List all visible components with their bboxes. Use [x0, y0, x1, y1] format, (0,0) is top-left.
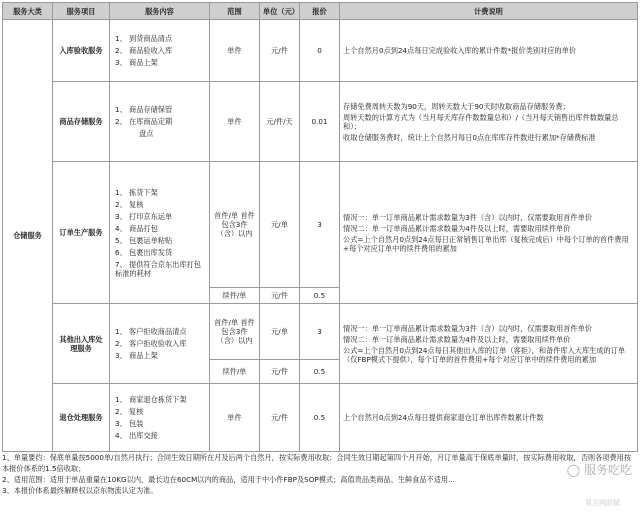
- scope-cell: 续件/单: [210, 360, 260, 384]
- price-cell: 0: [300, 20, 340, 82]
- content-item: 7、 提供符合京东出库打包标准的耗材: [115, 259, 201, 278]
- category-cell: 仓储服务: [3, 20, 53, 452]
- table-row: [3, 162, 638, 288]
- billing-line: 收取仓储服务费时，统计上个自然月每日0点在库库存件数进行累加*存储费标准: [343, 132, 596, 142]
- wechat-icon: ◯: [566, 463, 581, 477]
- content-item: 盘点: [139, 129, 154, 138]
- billing-line: 公式=上个自然月0点到24点每日正常销售订单出库（复核完成后）中每个订单的首件费用+每个对应订单中的续件费用的累加: [343, 234, 629, 253]
- billing-line: 周转天数的计算方式为（当月每天库存件数数量总和）/（当月每天销售出库件数数量总和）；: [343, 112, 619, 131]
- unit-cell: 元/单: [260, 162, 300, 288]
- content-item: 4、 出库交接: [115, 431, 158, 440]
- watermark-logo: [567, 461, 632, 478]
- scope-cell: 单件: [210, 82, 260, 162]
- footnote: 2、适用范围：适用于单品重量在10KG以内，最长边在60CM以内的商品，适用于中小件FBP及SOP模式；高值贵品类商品、生鲜食品不适用...: [2, 475, 455, 485]
- billing-line: 公式=上个自然月0点到24点每日其他出入库的订单（客拒），和备件库入大库生成的订单（仅FBP模式下提供），每个订单的首件费用+每个对应订单中的续件费用的累加: [343, 345, 626, 364]
- table-row: [3, 20, 638, 82]
- header-unit: 单位（元）: [260, 3, 300, 20]
- billing-note: [340, 82, 638, 162]
- unit-cell: 元/件: [260, 384, 300, 452]
- content-item: 6、 包裹出库发货: [115, 247, 173, 257]
- content-item: 4、 商品打包: [115, 223, 158, 233]
- table-row: [3, 82, 638, 162]
- watermark-text: 服务吃吃: [583, 463, 632, 477]
- footnotes: [2, 452, 633, 497]
- content-item: 1、 客户拒收商品清点: [115, 327, 187, 336]
- content-item: 3、 商品上架: [115, 351, 158, 360]
- billing-note: 上个自然月0点到24点每日完成验收入库的累计件数*报价类别对应的单价: [340, 20, 638, 82]
- footnote: 1、单量要约：保底单量按5000单/自然月执行；合同生效日期所在月及后两个自然月，按实际费用收取；合同生效日期起第四个月开始，月订单量高于保底单量时，按实际费用收取，否则各项费用按本报价体系的1.5倍收取；: [2, 453, 632, 474]
- service-name: 商品存储服务: [53, 82, 110, 162]
- content-item: 1、 商品存储保管: [115, 105, 173, 114]
- header-scope: 范围: [210, 3, 260, 20]
- service-content: [110, 384, 210, 452]
- content-item: 2、 复核: [115, 407, 144, 416]
- table-row: [3, 384, 638, 452]
- price-cell: 0.5: [300, 384, 340, 452]
- content-item: 3、 商品上架: [115, 58, 158, 67]
- service-content: [110, 304, 210, 384]
- content-item: 1、 拣货下架: [115, 187, 158, 197]
- price-cell: 0.01: [300, 82, 340, 162]
- billing-line: 情况二：单一订单商品累计需求数量为4件及以上时，需要取用续件单价: [343, 334, 571, 344]
- footnote: 3、本报价体系最终解释权以京东物流认定为准。: [2, 486, 158, 496]
- price-cell: 0.5: [300, 288, 340, 304]
- service-content: [110, 162, 210, 304]
- content-item: 1、 到货商品清点: [115, 34, 173, 43]
- service-name: 入库验收服务: [53, 20, 110, 82]
- billing-line: 存储免费周转天数为90天，周转天数大于90天时收取商品存储服务费；: [343, 101, 570, 111]
- header-billing-note: 计费说明: [340, 3, 638, 20]
- scope-cell: 首件/单 首件包含3件（含）以内: [210, 304, 260, 360]
- service-name: 订单生产服务: [53, 162, 110, 304]
- price-cell: 0.5: [300, 360, 340, 384]
- header-price: 报价: [300, 3, 340, 20]
- header-category: 服务大类: [3, 3, 53, 20]
- content-item: 2、 客户拒收验收入库: [115, 339, 187, 348]
- scope-cell: 首件/单 首件包含3件（含）以内: [210, 162, 260, 288]
- unit-cell: 元/单: [260, 304, 300, 360]
- billing-line: 情况二：单一订单商品累计需求数量为4件及以上时，需要取用续件单价: [343, 223, 571, 233]
- service-name: 退仓处理服务: [53, 384, 110, 452]
- content-item: 3、 打印京东运单: [115, 211, 173, 221]
- table-row: [3, 304, 638, 360]
- billing-note: 上个自然月0点到24点每日提供商家退仓订单出库件数累计件数: [340, 384, 638, 452]
- scope-cell: 单件: [210, 384, 260, 452]
- unit-cell: 元/件: [260, 360, 300, 384]
- table-header-row: [3, 3, 638, 20]
- service-content: [110, 20, 210, 82]
- header-service-item: 服务项目: [53, 3, 110, 20]
- price-cell: 3: [300, 304, 340, 360]
- unit-cell: 元/件: [260, 288, 300, 304]
- price-cell: 3: [300, 162, 340, 288]
- service-name: 其他出入库处理服务: [53, 304, 110, 384]
- unit-cell: 元/件/天: [260, 82, 300, 162]
- content-item: 1、 商家退仓拣货下架: [115, 395, 187, 404]
- billing-line: 情况一：单一订单商品累计需求数量为3件（含）以内时，仅需要取用首件单价: [343, 323, 592, 333]
- billing-note: [340, 162, 638, 304]
- content-item: 3、 包装: [115, 419, 144, 428]
- pricing-table: [2, 2, 638, 452]
- scope-cell: 续件/单: [210, 288, 260, 304]
- service-content: [110, 82, 210, 162]
- billing-note: [340, 304, 638, 384]
- scope-cell: 单件: [210, 20, 260, 82]
- watermark-sub: 易吉网联赋: [585, 499, 620, 507]
- content-item: 5、 包裹运单粘贴: [115, 235, 173, 245]
- content-item: 2、 商品验收入库: [115, 46, 173, 55]
- unit-cell: 元/件: [260, 20, 300, 82]
- content-item: 2、 在库商品定期: [115, 117, 173, 126]
- header-service-content: 服务内容: [110, 3, 210, 20]
- content-item: 2、 复核: [115, 199, 144, 209]
- billing-line: 情况一：单一订单商品累计需求数量为3件（含）以内时，仅需要取用首件单价: [343, 212, 592, 222]
